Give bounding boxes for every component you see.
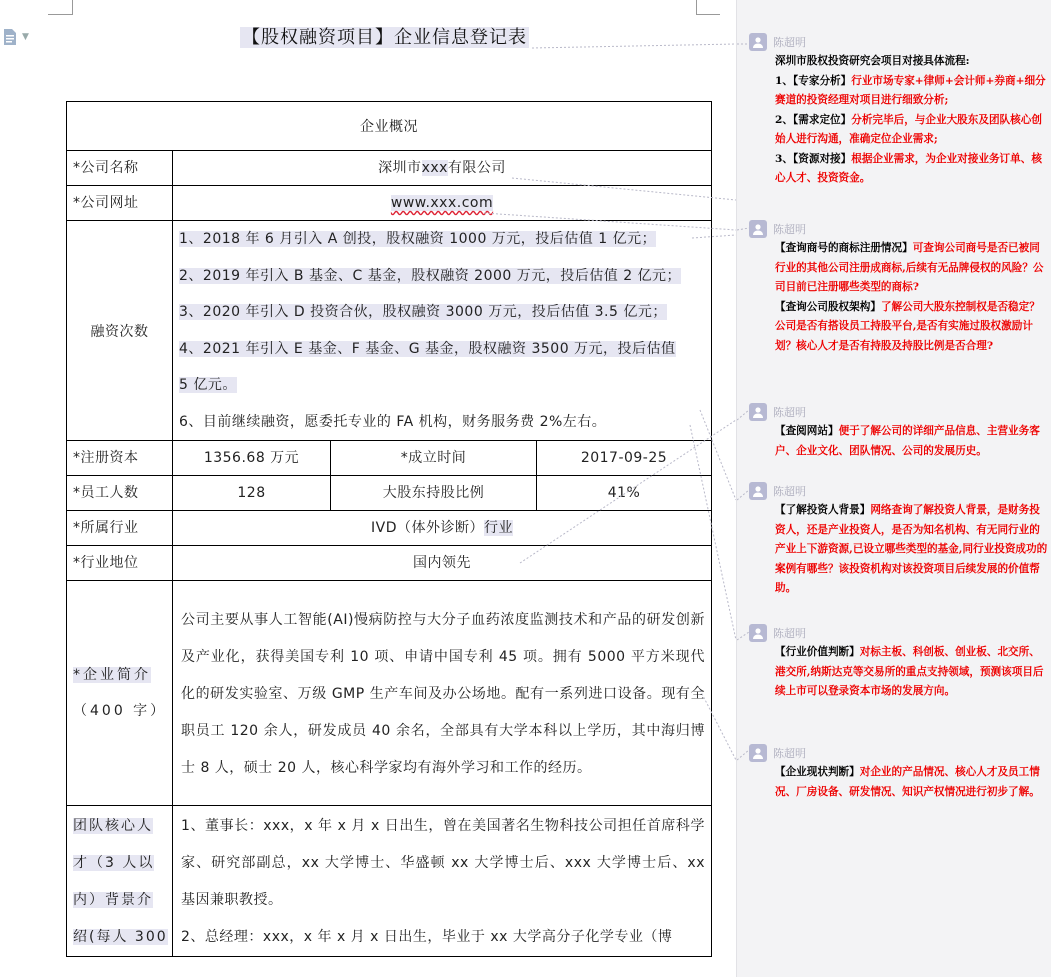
round-text: 2、2019 年引入 B 基金、C 基金，股权融资 2000 万元，投后估值 2 亿元； <box>179 267 682 284</box>
comment-body <box>775 501 1049 599</box>
user-avatar-icon <box>749 744 767 762</box>
table-row <box>67 102 712 151</box>
intro-label <box>67 581 173 806</box>
table-row <box>67 581 712 806</box>
round-text: 6、目前继续融资，愿委托专业的 FA 机构，财务服务费 2%左右。 <box>179 413 607 430</box>
table-row <box>67 151 712 186</box>
company-name-suffix: 有限公司 <box>447 160 506 176</box>
comment-author: 陈超明 <box>773 36 806 49</box>
position-label: *行业地位 <box>67 546 173 581</box>
industry-highlight: 行业 <box>484 520 513 536</box>
crop-mark <box>72 0 73 14</box>
comment-text: 网络查询了解投资人背景，是财务投资人，还是产业投资人，是否为知名机构、有无同行业的产业上下游资源,已设立哪些类型的基金,同行业投资成功的案例有哪些？该投资机构对该投资项目后续发展的价值帮助。 <box>775 504 1048 594</box>
employees-value[interactable]: 128 <box>173 476 331 511</box>
table-row <box>67 806 712 957</box>
comment-body <box>775 422 1049 461</box>
comment-card[interactable] <box>749 743 1049 802</box>
financing-round <box>179 331 707 368</box>
user-avatar-icon <box>749 403 767 421</box>
comment-key: 3、【资源对接】 <box>775 152 852 165</box>
team-label-line: 才（3 人以 <box>73 855 155 871</box>
crop-mark <box>48 14 73 15</box>
intro-text[interactable]: 公司主要从事人工智能(AI)慢病防控与大分子血药浓度监测技术和产品的研发创新及产业化，获得美国专利 10 项、申请中国专利 45 项。拥有 5000 平方米现代化的研发实验室、万级 GMP 生产车间及办公场地。配有一系列进口设备。现有全职员工 120 余人，研发成员 40 余名，全部具有大学本科以上学历，其中海归博士 8 人，硕士 20 人，核心科学家均有海外学习和工作的经历。 <box>173 581 712 806</box>
founded-label: *成立时间 <box>331 441 537 476</box>
comment-body <box>775 239 1049 356</box>
comment-body <box>775 52 1049 189</box>
registration-table <box>66 101 712 957</box>
financing-round <box>179 221 707 258</box>
title-text[interactable]: 【股权融资项目】企业信息登记表 <box>242 27 527 48</box>
comment-author: 陈超明 <box>773 485 806 498</box>
comment-body <box>775 643 1049 702</box>
financing-round <box>179 367 707 404</box>
website-link[interactable]: www.xxx.com <box>390 195 494 211</box>
team-member-2: 2、总经理：xxx，x 年 x 月 x 日出生，毕业于 xx 大学高分子化学专业（博 <box>181 929 673 945</box>
intro-label-limit: （400 字） <box>73 703 168 719</box>
comment-author: 陈超明 <box>773 406 806 419</box>
comment-text: 对标主板、科创板、创业板、北交所、港交所,纳斯达克等交易所的重点支持领域，预测该项目后续上市可以登录资本市场的发展方向。 <box>775 646 1044 697</box>
comment-card[interactable] <box>749 32 1049 189</box>
table-row <box>67 186 712 221</box>
intro-label-text: *企业简介 <box>73 667 151 683</box>
financing-round <box>179 258 707 295</box>
registered-capital-label: *注册资本 <box>67 441 173 476</box>
comment-key: 【查阅网站】 <box>775 425 839 437</box>
industry-label: *所属行业 <box>67 511 173 546</box>
comment-text: 分析完毕后，与企业大股东及团队核心创始人进行沟通，准确定位企业需求; <box>775 113 1042 145</box>
comment-key: 【查询公司股权架构】 <box>775 300 881 313</box>
user-avatar-icon <box>749 482 767 500</box>
comment-key: 【了解投资人背景】 <box>775 504 871 516</box>
comment-key: 【查询商号的商标注册情况】 <box>775 242 913 254</box>
crop-mark <box>696 0 697 14</box>
comment-text: 可查询公司商号是否已被同行业的其他公司注册成商标,后续有无品牌侵权的风险？公司目前已注册哪些类型的商标? <box>775 242 1044 293</box>
comment-text: 对企业的产品情况、核心人才及员工情况、厂房设备、研发情况、知识产权情况进行初步了解。 <box>775 766 1040 798</box>
employees-label: *员工人数 <box>67 476 173 511</box>
company-name-label: *公司名称 <box>67 151 173 186</box>
comments-pane <box>736 0 1051 977</box>
financing-round <box>179 404 707 441</box>
round-text: 4、2021 年引入 E 基金、F 基金、G 基金，股权融资 3500 万元，投后估值 <box>179 340 676 357</box>
company-name-value[interactable] <box>173 151 712 186</box>
founded-value[interactable]: 2017-09-25 <box>537 441 712 476</box>
shareholder-label: 大股东持股比例 <box>331 476 537 511</box>
company-name-prefix: 深圳市 <box>378 160 422 176</box>
financing-label: 融资次数 <box>67 221 173 441</box>
user-avatar-icon <box>749 33 767 51</box>
industry-text: IVD（体外诊断） <box>371 520 484 536</box>
website-value[interactable] <box>173 186 712 221</box>
round-text: 1、2018 年 6 月引入 A 创投，股权融资 1000 万元，投后估值 1 亿元； <box>179 231 657 247</box>
chevron-down-icon[interactable]: ▼ <box>22 32 29 42</box>
team-label-line: 内）背景介 <box>73 892 153 908</box>
comment-author: 陈超明 <box>773 747 806 760</box>
page-title <box>240 24 529 52</box>
user-avatar-icon <box>749 624 767 642</box>
navigation-pane-toggle[interactable] <box>2 28 38 46</box>
comment-author: 陈超明 <box>773 223 806 236</box>
comment-key: 1、【专家分析】 <box>775 74 852 87</box>
financing-rounds[interactable] <box>173 221 712 441</box>
comment-card[interactable] <box>749 402 1049 461</box>
registered-capital-value[interactable]: 1356.68 万元 <box>173 441 331 476</box>
industry-value[interactable] <box>173 511 712 546</box>
website-label: *公司网址 <box>67 186 173 221</box>
comment-key: 【行业价值判断】 <box>775 646 860 658</box>
document-list-icon <box>2 28 18 46</box>
comment-card[interactable] <box>749 623 1049 702</box>
team-text[interactable] <box>173 806 712 957</box>
table-row <box>67 511 712 546</box>
team-member-1: 1、董事长：xxx，x 年 x 月 x 日出生，曾在美国著名生物科技公司担任首席科学家、研究部副总，xx 大学博士、华盛顿 xx 大学博士后、xxx 大学博士后、xx 基因兼职教授。 <box>181 818 705 908</box>
position-value[interactable]: 国内领先 <box>173 546 712 581</box>
comment-text: 行业市场专家+律师+会计师+券商+细分赛道的投资经理对项目进行细致分析; <box>775 74 1046 106</box>
shareholder-value[interactable]: 41% <box>537 476 712 511</box>
round-text: 3、2020 年引入 D 投资合伙，股权融资 3000 万元，投后估值 3.5 亿元； <box>179 304 667 320</box>
comment-body <box>775 763 1049 802</box>
comment-key: 【企业现状判断】 <box>775 766 860 778</box>
comment-card[interactable] <box>749 481 1049 599</box>
table-row <box>67 476 712 511</box>
company-name-highlight: xxx <box>421 160 448 176</box>
financing-round <box>179 294 707 331</box>
comment-card[interactable] <box>749 219 1049 356</box>
crop-mark <box>696 14 720 15</box>
team-label <box>67 806 173 957</box>
table-row <box>67 546 712 581</box>
comment-text: 根据企业需求，为企业对接业务订单、核心人才、投资资金。 <box>775 152 1042 184</box>
comment-key: 2、【需求定位】 <box>775 113 852 126</box>
comment-text: 便于了解公司的详细产品信息、主营业务客户、企业文化、团队情况、公司的发展历史。 <box>775 425 1040 457</box>
user-avatar-icon <box>749 220 767 238</box>
team-label-line: 绍(每人 300 <box>73 929 168 945</box>
comment-author: 陈超明 <box>773 627 806 640</box>
comment-intro: 深圳市股权投资研究会项目对接具体流程: <box>775 55 970 67</box>
table-row <box>67 441 712 476</box>
round-text: 5 亿元。 <box>179 377 237 393</box>
section-header: 企业概况 <box>67 102 712 151</box>
table-row <box>67 221 712 441</box>
comment-text: 了解公司大股东控制权是否稳定？公司是否有搭设员工持股平台,是否有实施过股权激励计划？核心人才是否有持股及持股比例是否合理? <box>775 300 1040 352</box>
team-label-line: 团队核心人 <box>73 818 153 834</box>
